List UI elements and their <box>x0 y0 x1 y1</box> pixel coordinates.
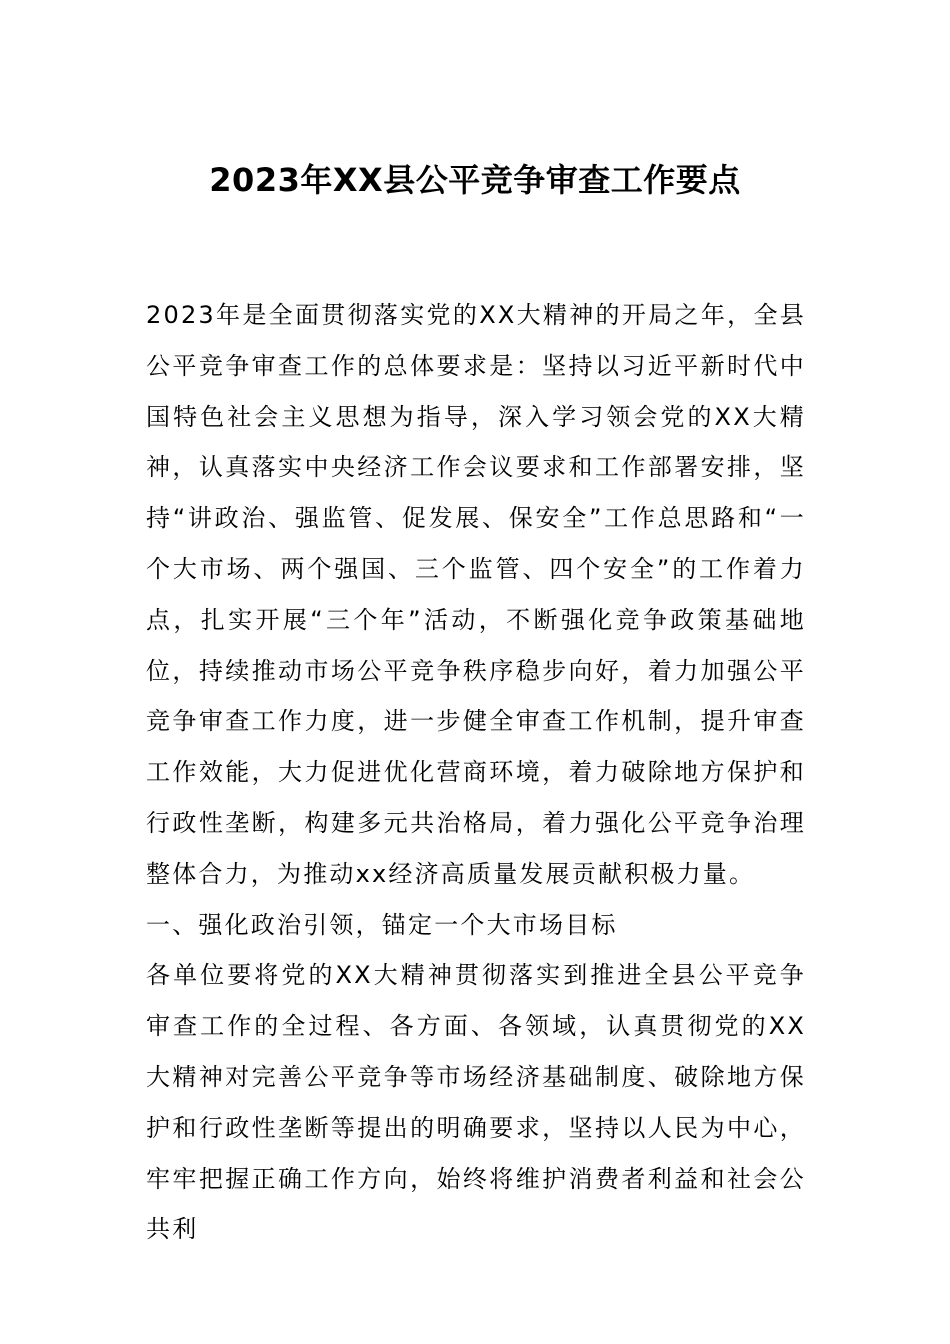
intro-paragraph: 2023年是全面贯彻落实党的XX大精神的开局之年，全县公平竞争审查工作的总体要求是：坚持以习近平新时代中国特色社会主义思想为指导，深入学习领会党的XX大精神，认真落实中央经济工作会议要求和工作部署安排，坚持“讲政治、强监管、促发展、保安全”工作总思路和“一个大市场、两个强国、三个监管、四个安全”的工作着力点，扎实开展“三个年”活动，不断强化竞争政策基础地位，持续推动市场公平竞争秩序稳步向好，着力加强公平竞争审查工作力度，进一步健全审查工作机制，提升审查工作效能，大力促进优化营商环境，着力破除地方保护和行政性垄断，构建多元共治格局，着力强化公平竞争治理整体合力，为推动xx经济高质量发展贡献积极力量。 <box>146 301 806 888</box>
section-1-paragraph: 各单位要将党的XX大精神贯彻落实到推进全县公平竞争审查工作的全过程、各方面、各领域，认真贯彻党的XX大精神对完善公平竞争等市场经济基础制度、破除地方保护和行政性垄断等提出的明确要求，坚持以人民为中心，牢牢把握正确工作方向，始终将维护消费者利益和社会公共利 <box>146 961 806 1244</box>
section-1-heading: 一、强化政治引领，锚定一个大市场目标 <box>146 910 618 939</box>
document-title: 2023年XX县公平竞争审查工作要点 <box>209 161 741 199</box>
document-body <box>146 290 806 1255</box>
